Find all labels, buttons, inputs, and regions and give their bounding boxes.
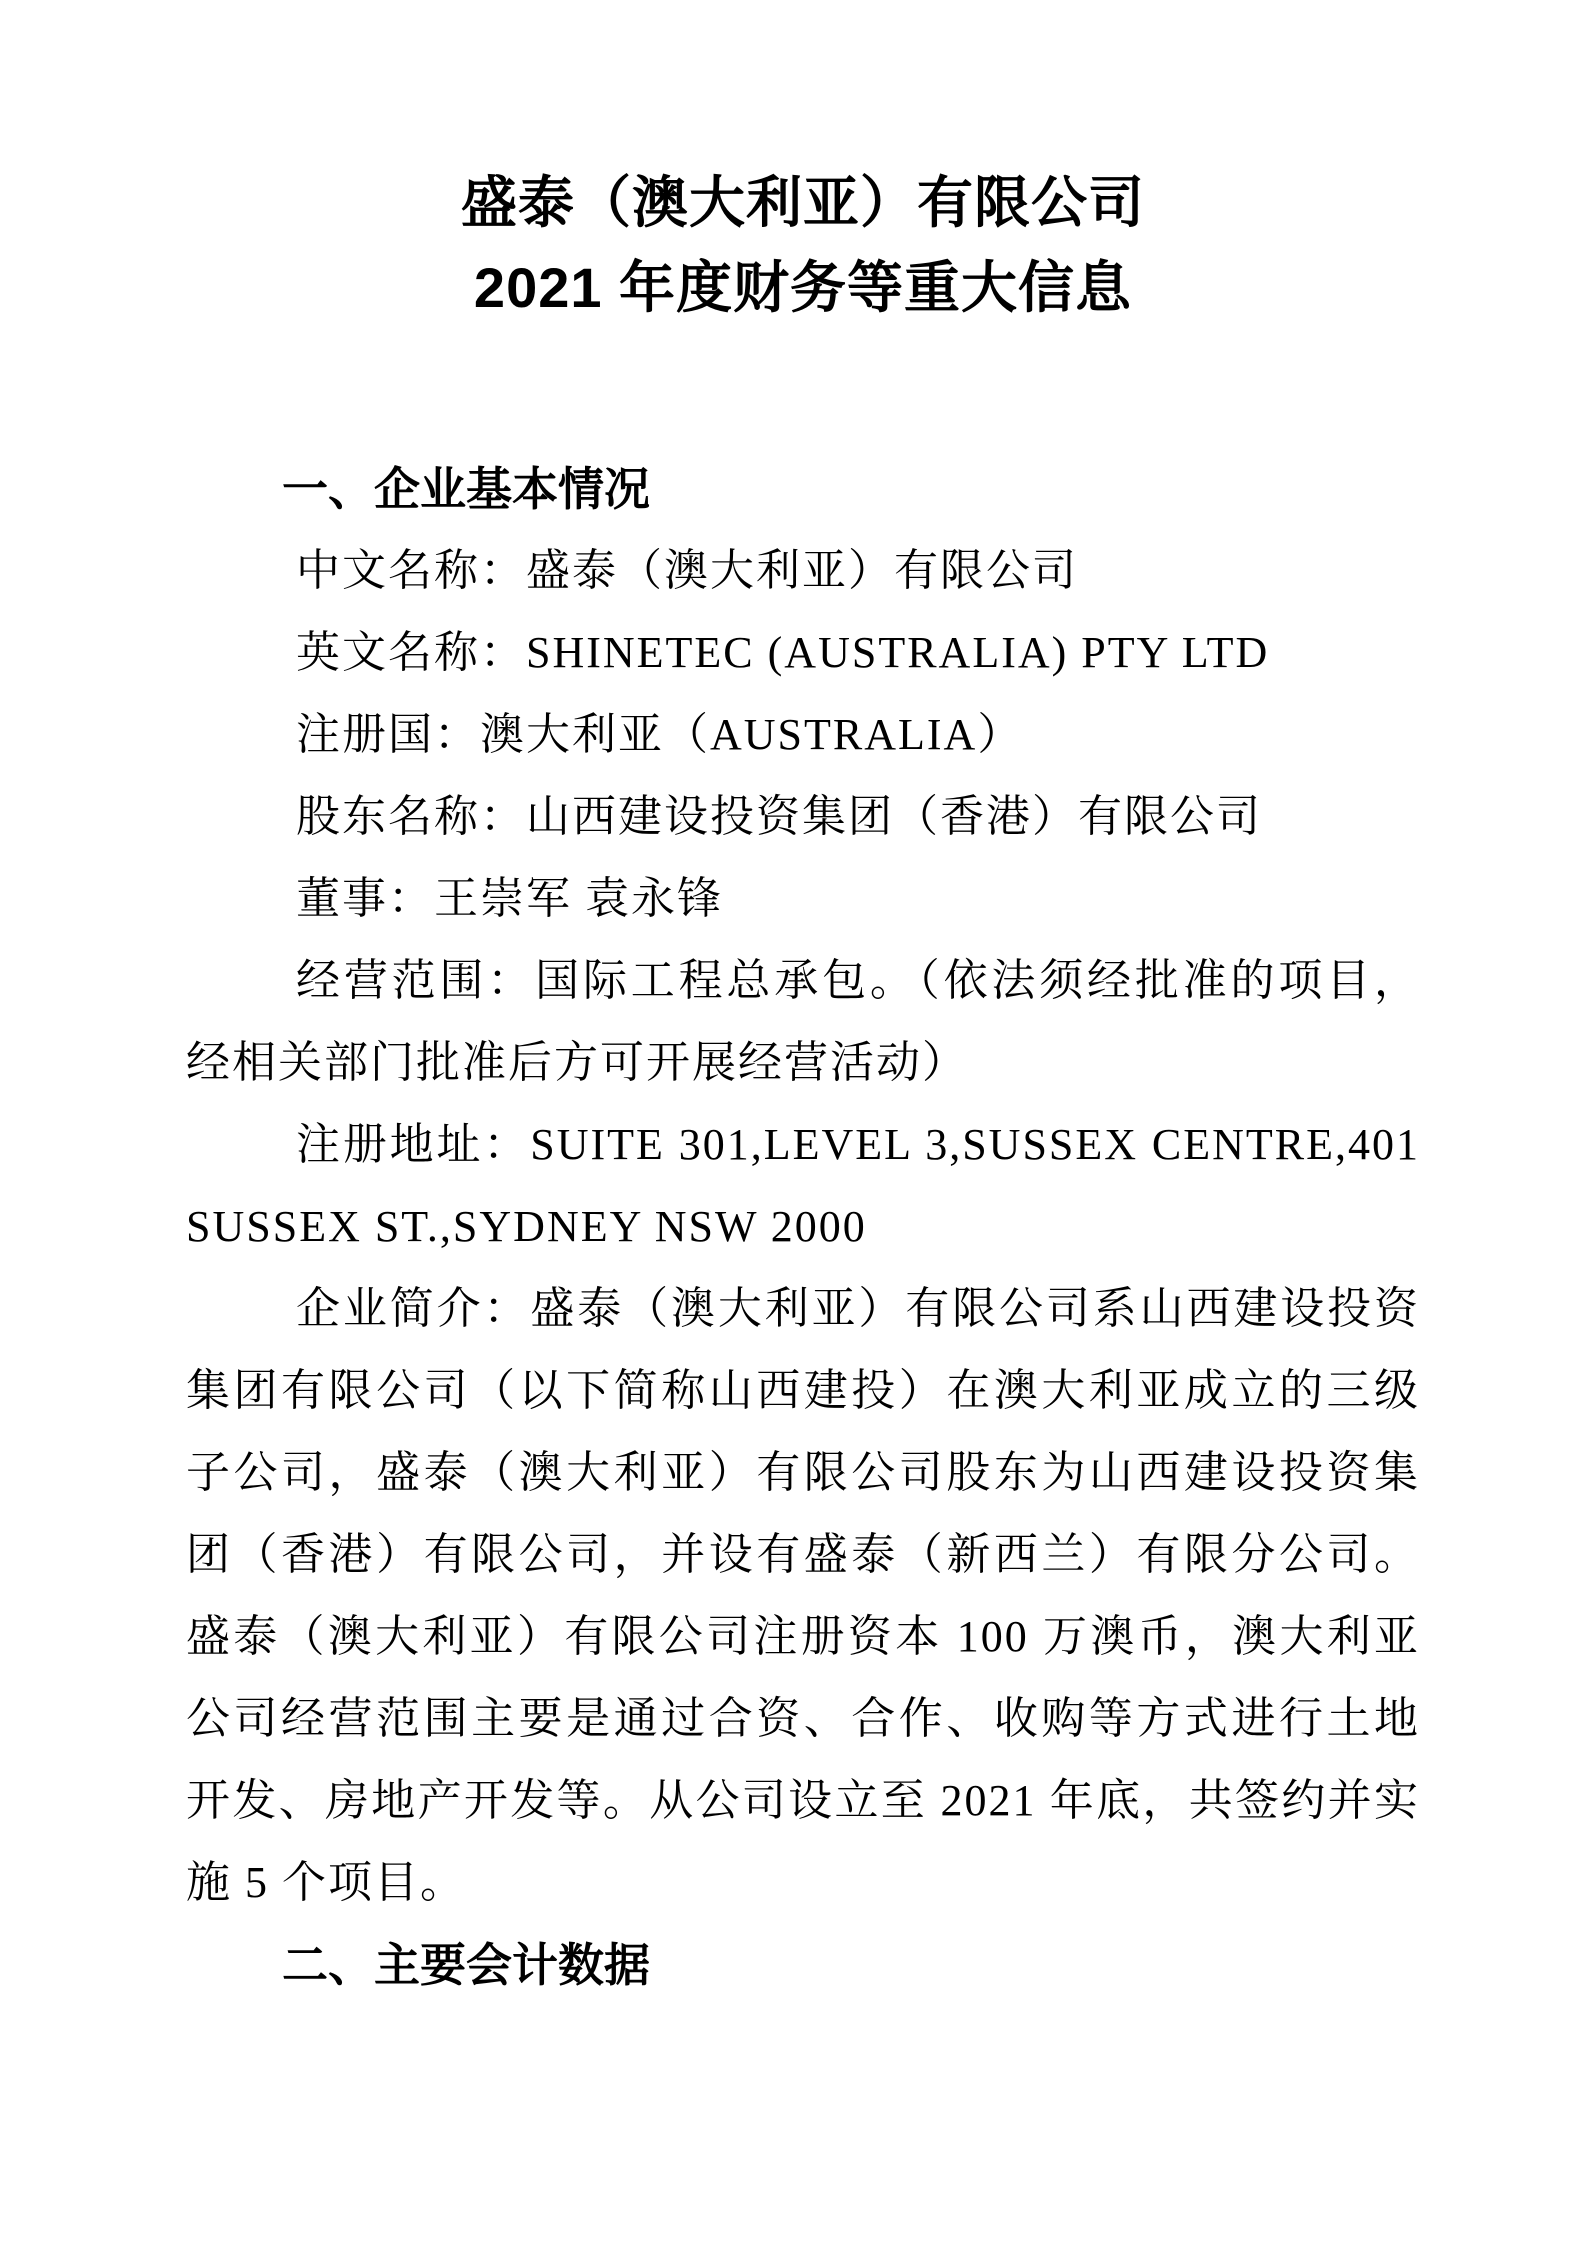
document-title-line1: 盛泰（澳大利亚）有限公司: [461, 171, 1145, 234]
paragraph-shareholder-name: 股东名称：山西建设投资集团（香港）有限公司: [296, 792, 1262, 841]
paragraph-registered-address: 注册地址：SUITE 301,LEVEL 3,SUSSEX CENTRE,401 SUSSEX ST.,SYDNEY NSW 2000: [186, 1120, 1420, 1251]
paragraph-company-profile: 企业简介：盛泰（澳大利亚）有限公司系山西建设投资集团有限公司（以下简称山西建投）在澳大利亚成立的三级子公司，盛泰（澳大利亚）有限公司股东为山西建设投资集团（香港）有限公司，并设有盛泰（新西兰）有限分公司。盛泰（澳大利亚）有限公司注册资本 100 万澳币，澳大利亚公司经营范围主要是通过合资、合作、收购等方式进行土地开发、房地产开发等。从公司设立至 2021 年底，共签约并实施 5 个项目。: [186, 1284, 1420, 1907]
paragraph-chinese-name: 中文名称：盛泰（澳大利亚）有限公司: [296, 546, 1078, 595]
paragraph-registration-country: 注册国：澳大利亚（AUSTRALIA）: [296, 710, 1024, 759]
section-heading-accounting-data: 二、主要会计数据: [282, 1939, 650, 1991]
paragraph-directors: 董事：王崇军 袁永锋: [296, 874, 723, 923]
section-heading-basic-info: 一、企业基本情况: [282, 463, 650, 515]
paragraph-business-scope: 经营范围：国际工程总承包。（依法须经批准的项目，经相关部门批准后方可开展经营活动）: [186, 956, 1420, 1087]
document-title-line2: 2021 年度财务等重大信息: [473, 256, 1133, 319]
paragraph-english-name: 英文名称：SHINETEC (AUSTRALIA) PTY LTD: [296, 628, 1270, 677]
